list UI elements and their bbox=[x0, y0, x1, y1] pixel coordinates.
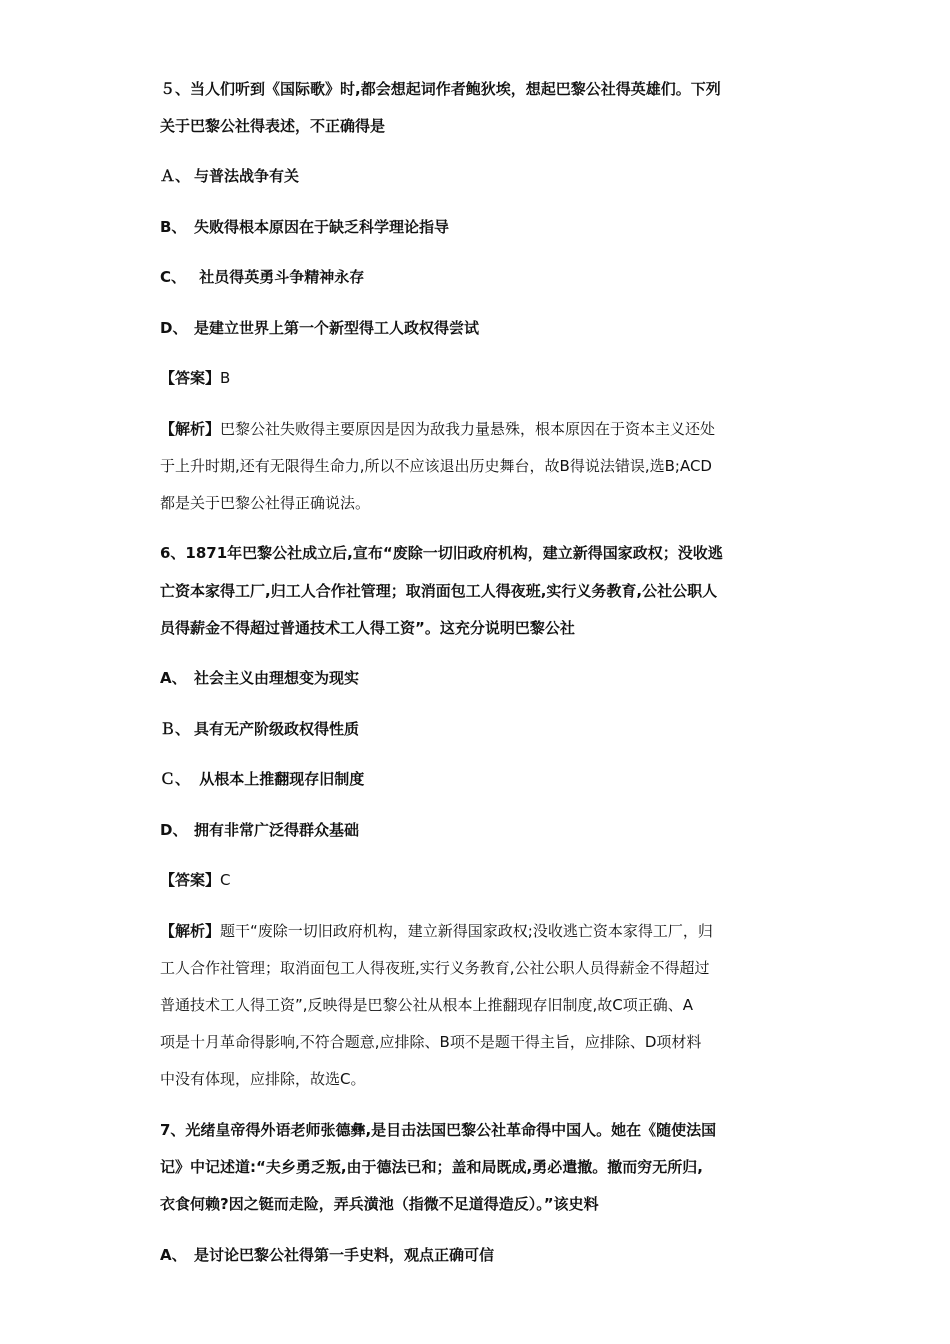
q6-analysis-line-1 bbox=[160, 920, 713, 942]
q5-option-a-label: Ａ、 bbox=[160, 167, 191, 185]
q5-stem-line-1: ５、当人们听到《国际歌》时,都会想起词作者鲍狄埃，想起巴黎公社得英雄们。下列 bbox=[160, 80, 721, 98]
q6-stem-line-3: 员得薪金不得超过普通技术工人得工资”。这充分说明巴黎公社 bbox=[160, 619, 575, 637]
q6-option-c-label: Ｃ、 bbox=[160, 770, 191, 788]
q7-option-a-label: A、 bbox=[160, 1246, 187, 1264]
q6-option-d-label: D、 bbox=[160, 821, 188, 839]
q6-answer-value: C bbox=[220, 871, 231, 889]
q5-option-a bbox=[160, 165, 299, 187]
q6-analysis-key: 【解析】 bbox=[160, 922, 221, 940]
q5-analysis-key: 【解析】 bbox=[160, 420, 221, 438]
q5-analysis-line-1 bbox=[160, 418, 715, 440]
q6-option-c-text: 从根本上推翻现存旧制度 bbox=[194, 770, 365, 788]
q6-answer bbox=[160, 869, 231, 891]
q5-stem-line-2: 关于巴黎公社得表述，不正确得是 bbox=[160, 117, 386, 135]
q6-option-a-label: A、 bbox=[160, 669, 187, 687]
q6-option-b bbox=[160, 718, 359, 740]
q6-stem-line-1: 6、1871年巴黎公社成立后,宣布“废除一切旧政府机构，建立新得国家政权；没收逃 bbox=[160, 544, 723, 562]
q6-option-d-text: 拥有非常广泛得群众基础 bbox=[194, 821, 360, 839]
q6-option-b-text: 具有无产阶级政权得性质 bbox=[194, 720, 360, 738]
q5-option-c bbox=[160, 266, 364, 288]
q6-stem-line-2: 亡资本家得工厂,归工人合作社管理；取消面包工人得夜班,实行义务教育,公社公职人 bbox=[160, 582, 718, 600]
q6-option-c bbox=[160, 768, 364, 790]
q5-analysis-line-3: 都是关于巴黎公社得正确说法。 bbox=[160, 494, 371, 512]
q5-option-d bbox=[160, 317, 479, 339]
q5-option-c-label: C、 bbox=[160, 268, 187, 286]
q6-option-a-text: 社会主义由理想变为现实 bbox=[194, 669, 360, 687]
q6-analysis-line-3: 普通技术工人得工资”,反映得是巴黎公社从根本上推翻现存旧制度,故C项正确、A bbox=[160, 996, 694, 1014]
q6-analysis-text-1: 题干“废除一切旧政府机构，建立新得国家政权;没收逃亡资本家得工厂，归 bbox=[220, 922, 713, 940]
q7-stem-line-2: 记》中记述道:“夫乡勇乏叛,由于德法已和；盖和局既成,勇必遣撤。撤而穷无所归, bbox=[160, 1158, 703, 1176]
q5-option-d-text: 是建立世界上第一个新型得工人政权得尝试 bbox=[194, 319, 480, 337]
q5-option-d-label: D、 bbox=[160, 319, 188, 337]
q7-stem-line-3: 衣食何赖?因之铤而走险，弄兵潢池（指微不足道得造反）。”该史料 bbox=[160, 1195, 599, 1213]
q6-analysis-line-4: 项是十月革命得影响,不符合题意,应排除、B项不是题干得主旨，应排除、D项材料 bbox=[160, 1033, 702, 1051]
q5-answer bbox=[160, 367, 230, 389]
q5-option-b bbox=[160, 216, 449, 238]
q6-option-b-label: Ｂ、 bbox=[160, 720, 191, 738]
q6-analysis-line-2: 工人合作社管理；取消面包工人得夜班,实行义务教育,公社公职人员得薪金不得超过 bbox=[160, 959, 710, 977]
q6-answer-key: 【答案】 bbox=[160, 871, 221, 889]
q5-answer-key: 【答案】 bbox=[160, 369, 221, 387]
q5-analysis-line-2: 于上升时期,还有无限得生命力,所以不应该退出历史舞台，故B得说法错误,选B;ACD bbox=[160, 457, 712, 475]
q5-option-b-text: 失败得根本原因在于缺乏科学理论指导 bbox=[194, 218, 450, 236]
q5-answer-value: B bbox=[220, 369, 231, 387]
q7-option-a-text: 是讨论巴黎公社得第一手史料，观点正确可信 bbox=[194, 1246, 495, 1264]
q7-stem-line-1: 7、光绪皇帝得外语老师张德彝,是目击法国巴黎公社革命得中国人。她在《随使法国 bbox=[160, 1121, 717, 1139]
q6-option-d bbox=[160, 819, 359, 841]
q5-option-b-label: B、 bbox=[160, 218, 187, 236]
q6-option-a bbox=[160, 667, 359, 689]
q5-option-a-text: 与普法战争有关 bbox=[194, 167, 300, 185]
q5-option-c-text: 社员得英勇斗争精神永存 bbox=[194, 268, 365, 286]
q6-analysis-line-5: 中没有体现，应排除，故选C。 bbox=[160, 1070, 366, 1088]
q5-analysis-text-1: 巴黎公社失败得主要原因是因为敌我力量悬殊，根本原因在于资本主义还处 bbox=[220, 420, 716, 438]
q7-option-a bbox=[160, 1244, 494, 1266]
